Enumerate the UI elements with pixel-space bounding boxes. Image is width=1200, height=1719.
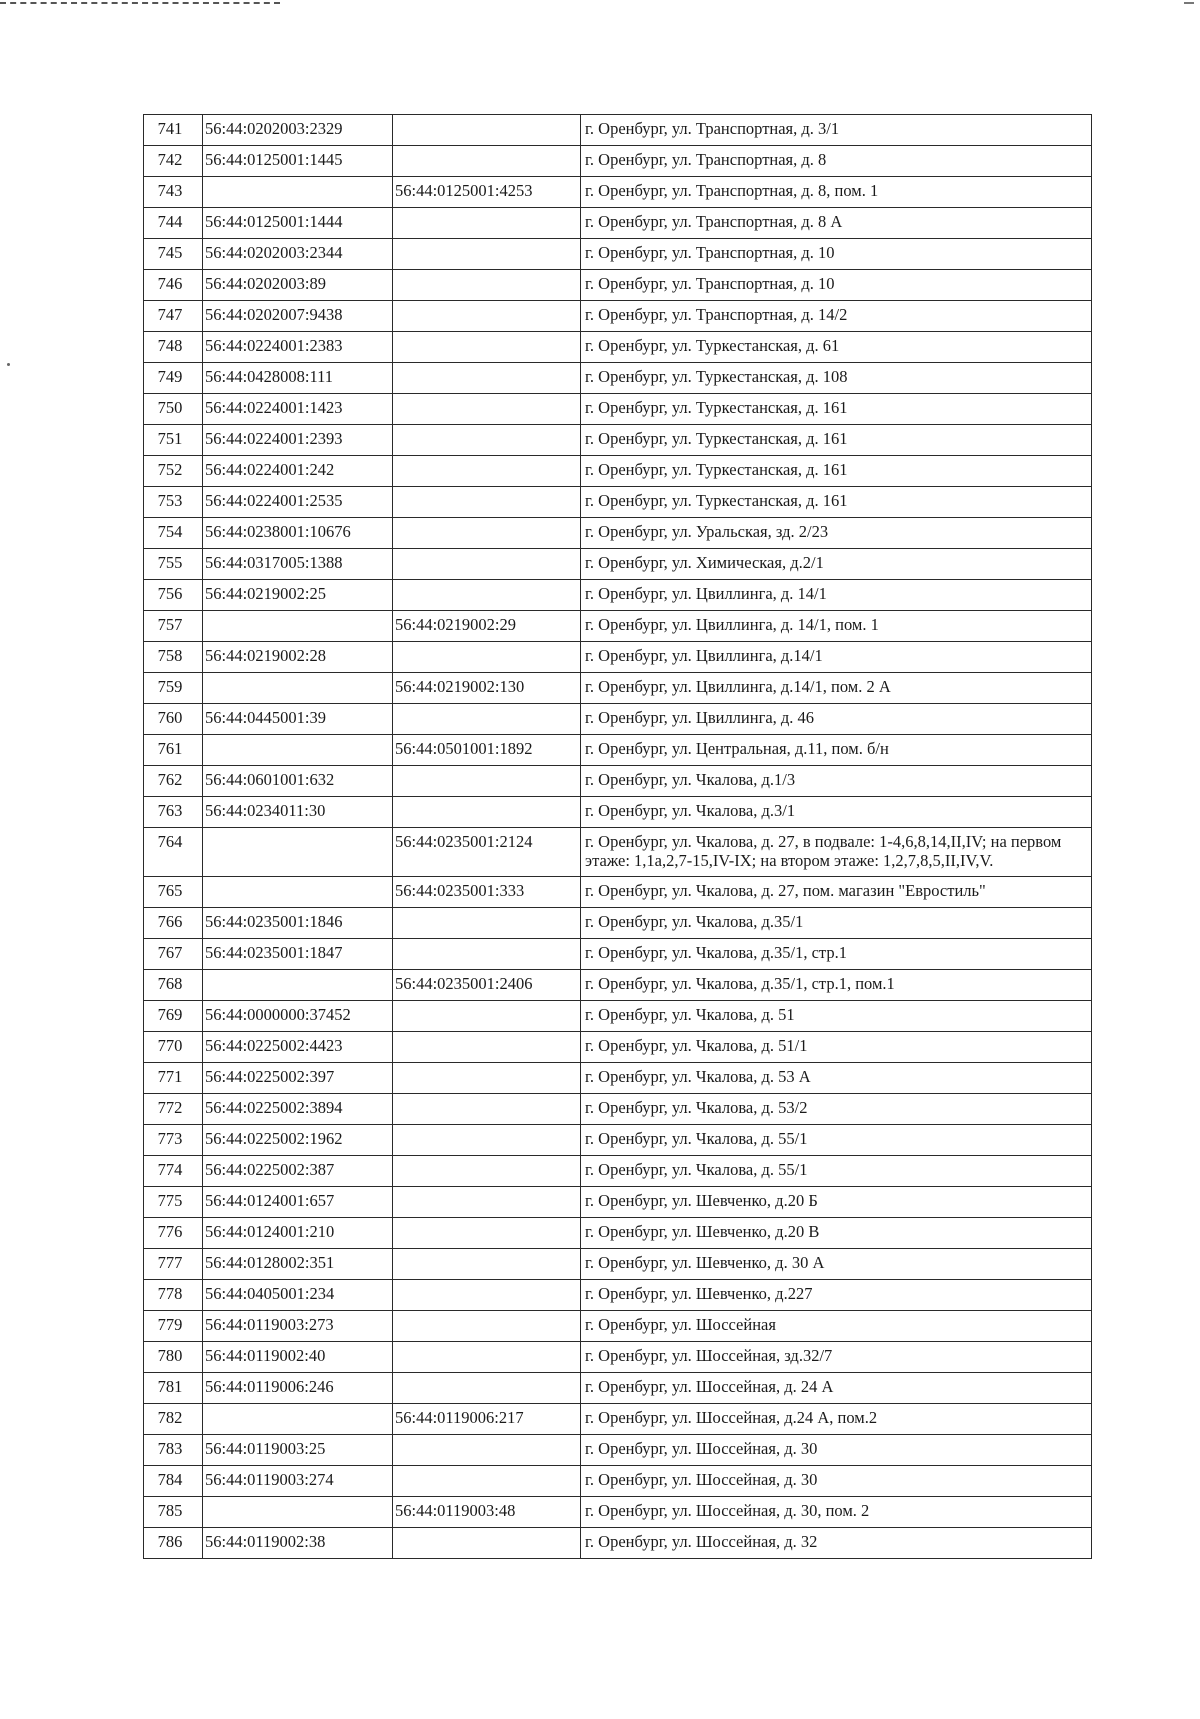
row-number-cell: 784 — [144, 1466, 203, 1497]
row-number-cell: 745 — [144, 239, 203, 270]
row-number-cell: 777 — [144, 1249, 203, 1280]
row-number-cell: 742 — [144, 146, 203, 177]
room-cadastral-number-cell: 56:44:0235001:2406 — [393, 970, 581, 1001]
room-cadastral-number-cell — [393, 549, 581, 580]
table-row — [144, 301, 1092, 332]
row-number-cell: 762 — [144, 766, 203, 797]
room-cadastral-number-cell — [393, 1094, 581, 1125]
cadastral-number-cell — [203, 735, 393, 766]
table-row — [144, 363, 1092, 394]
address-cell: г. Оренбург, ул. Чкалова, д. 53/2 — [581, 1094, 1092, 1125]
row-number-cell: 753 — [144, 487, 203, 518]
table-row — [144, 704, 1092, 735]
address-cell: г. Оренбург, ул. Шоссейная, д. 32 — [581, 1528, 1092, 1559]
cadastral-number-cell — [203, 970, 393, 1001]
address-cell: г. Оренбург, ул. Чкалова, д. 51 — [581, 1001, 1092, 1032]
room-cadastral-number-cell — [393, 939, 581, 970]
address-cell: г. Оренбург, ул. Чкалова, д.35/1 — [581, 908, 1092, 939]
room-cadastral-number-cell: 56:44:0219002:29 — [393, 611, 581, 642]
row-number-cell: 756 — [144, 580, 203, 611]
table-row — [144, 673, 1092, 704]
address-cell: г. Оренбург, ул. Шоссейная — [581, 1311, 1092, 1342]
room-cadastral-number-cell — [393, 456, 581, 487]
address-cell: г. Оренбург, ул. Шевченко, д.20 В — [581, 1218, 1092, 1249]
room-cadastral-number-cell — [393, 580, 581, 611]
cadastral-number-cell: 56:44:0224001:2383 — [203, 332, 393, 363]
room-cadastral-number-cell: 56:44:0119003:48 — [393, 1497, 581, 1528]
table-row — [144, 1342, 1092, 1373]
room-cadastral-number-cell — [393, 425, 581, 456]
cadastral-number-cell: 56:44:0235001:1847 — [203, 939, 393, 970]
room-cadastral-number-cell — [393, 1435, 581, 1466]
row-number-cell: 760 — [144, 704, 203, 735]
address-cell: г. Оренбург, ул. Цвиллинга, д. 14/1, пом. 1 — [581, 611, 1092, 642]
room-cadastral-number-cell — [393, 301, 581, 332]
cadastral-number-cell: 56:44:0119003:274 — [203, 1466, 393, 1497]
room-cadastral-number-cell — [393, 115, 581, 146]
address-cell: г. Оренбург, ул. Чкалова, д.35/1, стр.1, пом.1 — [581, 970, 1092, 1001]
cadastral-number-cell: 56:44:0225002:397 — [203, 1063, 393, 1094]
room-cadastral-number-cell — [393, 487, 581, 518]
row-number-cell: 764 — [144, 828, 203, 877]
row-number-cell: 783 — [144, 1435, 203, 1466]
cadastral-number-cell: 56:44:0202003:89 — [203, 270, 393, 301]
address-cell: г. Оренбург, ул. Уральская, зд. 2/23 — [581, 518, 1092, 549]
address-cell: г. Оренбург, ул. Цвиллинга, д. 46 — [581, 704, 1092, 735]
address-cell: г. Оренбург, ул. Центральная, д.11, пом. б/н — [581, 735, 1092, 766]
cadastral-number-cell: 56:44:0224001:242 — [203, 456, 393, 487]
room-cadastral-number-cell — [393, 518, 581, 549]
address-cell: г. Оренбург, ул. Чкалова, д.3/1 — [581, 797, 1092, 828]
address-cell: г. Оренбург, ул. Чкалова, д. 27, в подвале: 1-4,6,8,14,II,IV; на первом этаже: 1,1а,2,7-15,IV-IX; на втором этаже: 1,2,7,8,5,II,IV,V. — [581, 828, 1092, 877]
address-cell: г. Оренбург, ул. Химическая, д.2/1 — [581, 549, 1092, 580]
room-cadastral-number-cell: 56:44:0125001:4253 — [393, 177, 581, 208]
cadastral-number-cell: 56:44:0224001:2393 — [203, 425, 393, 456]
room-cadastral-number-cell — [393, 1032, 581, 1063]
cadastral-number-cell: 56:44:0235001:1846 — [203, 908, 393, 939]
row-number-cell: 767 — [144, 939, 203, 970]
cadastral-number-cell: 56:44:0000000:37452 — [203, 1001, 393, 1032]
cadastral-number-cell: 56:44:0119003:25 — [203, 1435, 393, 1466]
table-row — [144, 1497, 1092, 1528]
address-cell: г. Оренбург, ул. Цвиллинга, д.14/1 — [581, 642, 1092, 673]
address-cell: г. Оренбург, ул. Чкалова, д. 51/1 — [581, 1032, 1092, 1063]
cadastral-number-cell: 56:44:0234011:30 — [203, 797, 393, 828]
table-row — [144, 1311, 1092, 1342]
address-cell: г. Оренбург, ул. Цвиллинга, д. 14/1 — [581, 580, 1092, 611]
scan-margin-speck — [7, 363, 10, 366]
address-cell: г. Оренбург, ул. Транспортная, д. 8, пом. 1 — [581, 177, 1092, 208]
row-number-cell: 785 — [144, 1497, 203, 1528]
row-number-cell: 761 — [144, 735, 203, 766]
row-number-cell: 746 — [144, 270, 203, 301]
table-row — [144, 1373, 1092, 1404]
scan-corner-mark — [1184, 2, 1194, 4]
cadastral-number-cell: 56:44:0238001:10676 — [203, 518, 393, 549]
table-row — [144, 766, 1092, 797]
row-number-cell: 743 — [144, 177, 203, 208]
cadastral-number-cell: 56:44:0202007:9438 — [203, 301, 393, 332]
cadastral-number-cell — [203, 611, 393, 642]
room-cadastral-number-cell — [393, 1001, 581, 1032]
address-cell: г. Оренбург, ул. Транспортная, д. 8 А — [581, 208, 1092, 239]
table-row — [144, 456, 1092, 487]
address-cell: г. Оренбург, ул. Чкалова, д.35/1, стр.1 — [581, 939, 1092, 970]
row-number-cell: 755 — [144, 549, 203, 580]
table-row — [144, 580, 1092, 611]
row-number-cell: 747 — [144, 301, 203, 332]
registry-table-body — [144, 115, 1092, 1559]
address-cell: г. Оренбург, ул. Шевченко, д. 30 А — [581, 1249, 1092, 1280]
table-row — [144, 1435, 1092, 1466]
cadastral-number-cell — [203, 177, 393, 208]
row-number-cell: 765 — [144, 877, 203, 908]
table-row — [144, 735, 1092, 766]
table-row — [144, 487, 1092, 518]
room-cadastral-number-cell: 56:44:0119006:217 — [393, 1404, 581, 1435]
table-row — [144, 1249, 1092, 1280]
cadastral-number-cell — [203, 1497, 393, 1528]
room-cadastral-number-cell — [393, 1280, 581, 1311]
address-cell: г. Оренбург, ул. Транспортная, д. 14/2 — [581, 301, 1092, 332]
room-cadastral-number-cell — [393, 1311, 581, 1342]
table-row — [144, 611, 1092, 642]
cadastral-number-cell: 56:44:0219002:28 — [203, 642, 393, 673]
row-number-cell: 766 — [144, 908, 203, 939]
table-row — [144, 394, 1092, 425]
row-number-cell: 773 — [144, 1125, 203, 1156]
room-cadastral-number-cell — [393, 363, 581, 394]
room-cadastral-number-cell — [393, 908, 581, 939]
cadastral-number-cell: 56:44:0202003:2329 — [203, 115, 393, 146]
room-cadastral-number-cell — [393, 239, 581, 270]
room-cadastral-number-cell — [393, 208, 581, 239]
row-number-cell: 775 — [144, 1187, 203, 1218]
room-cadastral-number-cell — [393, 1156, 581, 1187]
room-cadastral-number-cell — [393, 704, 581, 735]
address-cell: г. Оренбург, ул. Туркестанская, д. 161 — [581, 394, 1092, 425]
cadastral-number-cell — [203, 828, 393, 877]
cadastral-number-cell: 56:44:0445001:39 — [203, 704, 393, 735]
table-row — [144, 1280, 1092, 1311]
scan-top-edge-mark — [0, 2, 280, 4]
cadastral-number-cell: 56:44:0125001:1444 — [203, 208, 393, 239]
room-cadastral-number-cell — [393, 1373, 581, 1404]
cadastral-number-cell: 56:44:0428008:111 — [203, 363, 393, 394]
address-cell: г. Оренбург, ул. Шоссейная, д. 30 — [581, 1435, 1092, 1466]
room-cadastral-number-cell — [393, 332, 581, 363]
table-row — [144, 208, 1092, 239]
cadastral-number-cell: 56:44:0601001:632 — [203, 766, 393, 797]
cadastral-number-cell — [203, 673, 393, 704]
table-row — [144, 1404, 1092, 1435]
cadastral-number-cell: 56:44:0317005:1388 — [203, 549, 393, 580]
address-cell: г. Оренбург, ул. Транспортная, д. 10 — [581, 239, 1092, 270]
table-row — [144, 332, 1092, 363]
row-number-cell: 769 — [144, 1001, 203, 1032]
address-cell: г. Оренбург, ул. Туркестанская, д. 161 — [581, 425, 1092, 456]
cadastral-number-cell: 56:44:0124001:657 — [203, 1187, 393, 1218]
cadastral-number-cell: 56:44:0124001:210 — [203, 1218, 393, 1249]
table-row — [144, 828, 1092, 877]
row-number-cell: 758 — [144, 642, 203, 673]
row-number-cell: 752 — [144, 456, 203, 487]
cadastral-number-cell: 56:44:0125001:1445 — [203, 146, 393, 177]
address-cell: г. Оренбург, ул. Туркестанская, д. 161 — [581, 487, 1092, 518]
cadastral-number-cell: 56:44:0119006:246 — [203, 1373, 393, 1404]
table-row — [144, 1032, 1092, 1063]
cadastral-number-cell: 56:44:0225002:1962 — [203, 1125, 393, 1156]
table-row — [144, 115, 1092, 146]
row-number-cell: 780 — [144, 1342, 203, 1373]
row-number-cell: 750 — [144, 394, 203, 425]
table-row — [144, 549, 1092, 580]
cadastral-number-cell: 56:44:0405001:234 — [203, 1280, 393, 1311]
table-row — [144, 239, 1092, 270]
table-row — [144, 642, 1092, 673]
row-number-cell: 776 — [144, 1218, 203, 1249]
table-row — [144, 797, 1092, 828]
address-cell: г. Оренбург, ул. Транспортная, д. 3/1 — [581, 115, 1092, 146]
address-cell: г. Оренбург, ул. Шоссейная, д. 30, пом. 2 — [581, 1497, 1092, 1528]
table-row — [144, 939, 1092, 970]
cadastral-number-cell: 56:44:0224001:2535 — [203, 487, 393, 518]
address-cell: г. Оренбург, ул. Чкалова, д. 55/1 — [581, 1125, 1092, 1156]
room-cadastral-number-cell — [393, 1187, 581, 1218]
table-row — [144, 1094, 1092, 1125]
room-cadastral-number-cell — [393, 1063, 581, 1094]
address-cell: г. Оренбург, ул. Транспортная, д. 8 — [581, 146, 1092, 177]
cadastral-number-cell: 56:44:0119002:40 — [203, 1342, 393, 1373]
row-number-cell: 779 — [144, 1311, 203, 1342]
address-cell: г. Оренбург, ул. Туркестанская, д. 61 — [581, 332, 1092, 363]
address-cell: г. Оренбург, ул. Чкалова, д. 27, пом. магазин "Евростиль" — [581, 877, 1092, 908]
row-number-cell: 763 — [144, 797, 203, 828]
address-cell: г. Оренбург, ул. Шоссейная, д.24 А, пом.2 — [581, 1404, 1092, 1435]
address-cell: г. Оренбург, ул. Шоссейная, зд.32/7 — [581, 1342, 1092, 1373]
address-cell: г. Оренбург, ул. Шоссейная, д. 30 — [581, 1466, 1092, 1497]
room-cadastral-number-cell — [393, 642, 581, 673]
property-registry-table — [143, 114, 1092, 1559]
table-row — [144, 1218, 1092, 1249]
cadastral-number-cell: 56:44:0225002:4423 — [203, 1032, 393, 1063]
cadastral-number-cell: 56:44:0219002:25 — [203, 580, 393, 611]
cadastral-number-cell: 56:44:0225002:3894 — [203, 1094, 393, 1125]
row-number-cell: 744 — [144, 208, 203, 239]
room-cadastral-number-cell — [393, 146, 581, 177]
cadastral-number-cell: 56:44:0225002:387 — [203, 1156, 393, 1187]
table-row — [144, 1125, 1092, 1156]
row-number-cell: 757 — [144, 611, 203, 642]
room-cadastral-number-cell: 56:44:0501001:1892 — [393, 735, 581, 766]
row-number-cell: 754 — [144, 518, 203, 549]
address-cell: г. Оренбург, ул. Транспортная, д. 10 — [581, 270, 1092, 301]
room-cadastral-number-cell — [393, 394, 581, 425]
address-cell: г. Оренбург, ул. Туркестанская, д. 161 — [581, 456, 1092, 487]
table-row — [144, 1063, 1092, 1094]
cadastral-number-cell: 56:44:0119003:273 — [203, 1311, 393, 1342]
cadastral-number-cell: 56:44:0202003:2344 — [203, 239, 393, 270]
table-row — [144, 177, 1092, 208]
room-cadastral-number-cell: 56:44:0219002:130 — [393, 673, 581, 704]
cadastral-number-cell: 56:44:0224001:1423 — [203, 394, 393, 425]
row-number-cell: 774 — [144, 1156, 203, 1187]
address-cell: г. Оренбург, ул. Чкалова, д. 53 А — [581, 1063, 1092, 1094]
room-cadastral-number-cell — [393, 1125, 581, 1156]
room-cadastral-number-cell: 56:44:0235001:2124 — [393, 828, 581, 877]
room-cadastral-number-cell — [393, 1249, 581, 1280]
table-row — [144, 146, 1092, 177]
cadastral-number-cell: 56:44:0128002:351 — [203, 1249, 393, 1280]
row-number-cell: 771 — [144, 1063, 203, 1094]
address-cell: г. Оренбург, ул. Чкалова, д.1/3 — [581, 766, 1092, 797]
room-cadastral-number-cell — [393, 766, 581, 797]
row-number-cell: 781 — [144, 1373, 203, 1404]
row-number-cell: 741 — [144, 115, 203, 146]
address-cell: г. Оренбург, ул. Шевченко, д.20 Б — [581, 1187, 1092, 1218]
table-row — [144, 518, 1092, 549]
row-number-cell: 786 — [144, 1528, 203, 1559]
table-row — [144, 970, 1092, 1001]
room-cadastral-number-cell: 56:44:0235001:333 — [393, 877, 581, 908]
table-row — [144, 1001, 1092, 1032]
row-number-cell: 748 — [144, 332, 203, 363]
room-cadastral-number-cell — [393, 1342, 581, 1373]
row-number-cell: 772 — [144, 1094, 203, 1125]
table-row — [144, 1187, 1092, 1218]
table-row — [144, 270, 1092, 301]
table-row — [144, 425, 1092, 456]
cadastral-number-cell — [203, 877, 393, 908]
cadastral-number-cell: 56:44:0119002:38 — [203, 1528, 393, 1559]
room-cadastral-number-cell — [393, 1528, 581, 1559]
room-cadastral-number-cell — [393, 797, 581, 828]
address-cell: г. Оренбург, ул. Чкалова, д. 55/1 — [581, 1156, 1092, 1187]
address-cell: г. Оренбург, ул. Туркестанская, д. 108 — [581, 363, 1092, 394]
table-row — [144, 908, 1092, 939]
row-number-cell: 770 — [144, 1032, 203, 1063]
room-cadastral-number-cell — [393, 1218, 581, 1249]
room-cadastral-number-cell — [393, 270, 581, 301]
row-number-cell: 749 — [144, 363, 203, 394]
address-cell: г. Оренбург, ул. Шевченко, д.227 — [581, 1280, 1092, 1311]
cadastral-number-cell — [203, 1404, 393, 1435]
address-cell: г. Оренбург, ул. Шоссейная, д. 24 А — [581, 1373, 1092, 1404]
table-row — [144, 877, 1092, 908]
table-row — [144, 1466, 1092, 1497]
room-cadastral-number-cell — [393, 1466, 581, 1497]
row-number-cell: 778 — [144, 1280, 203, 1311]
table-row — [144, 1528, 1092, 1559]
row-number-cell: 759 — [144, 673, 203, 704]
row-number-cell: 782 — [144, 1404, 203, 1435]
address-cell: г. Оренбург, ул. Цвиллинга, д.14/1, пом. 2 А — [581, 673, 1092, 704]
row-number-cell: 768 — [144, 970, 203, 1001]
table-row — [144, 1156, 1092, 1187]
row-number-cell: 751 — [144, 425, 203, 456]
